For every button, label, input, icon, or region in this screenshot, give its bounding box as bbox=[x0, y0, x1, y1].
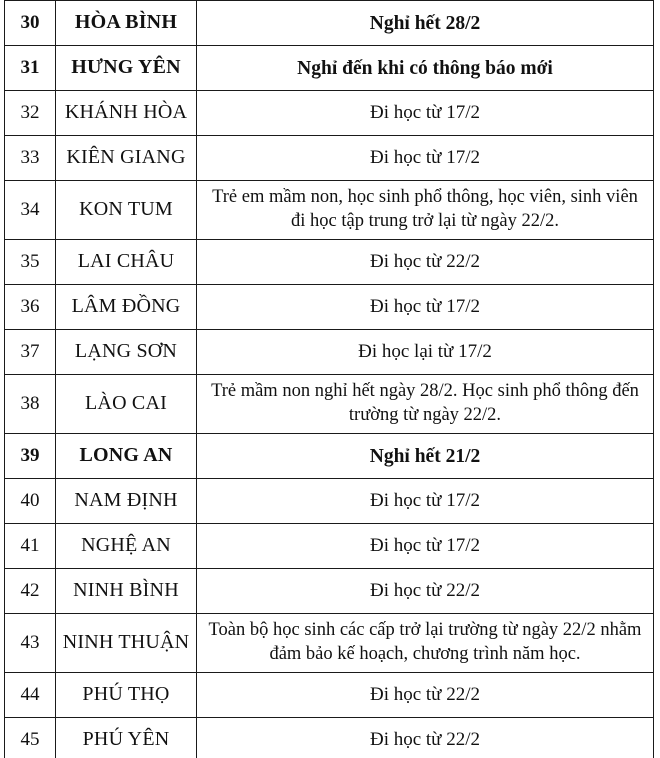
schedule-note-cell bbox=[197, 718, 654, 758]
row-number-cell: 34 bbox=[5, 181, 56, 240]
province-name-cell: PHÚ YÊN bbox=[56, 718, 197, 758]
schedule-note-cell bbox=[197, 1, 654, 46]
table-row bbox=[5, 434, 654, 479]
schedule-note-line: đảm bảo kế hoạch, chương trình năm học. bbox=[269, 644, 581, 664]
table-row bbox=[5, 614, 654, 673]
row-number-cell: 45 bbox=[5, 718, 56, 758]
table-row bbox=[5, 181, 654, 240]
table-row bbox=[5, 240, 654, 285]
school-schedule-table bbox=[4, 0, 654, 758]
table-row bbox=[5, 1, 654, 46]
schedule-note-line: Nghỉ đến khi có thông báo mới bbox=[297, 57, 553, 79]
province-name-cell: HƯNG YÊN bbox=[56, 46, 197, 91]
table-row bbox=[5, 136, 654, 181]
schedule-note-cell bbox=[197, 375, 654, 434]
province-name-cell: KON TUM bbox=[56, 181, 197, 240]
schedule-note-line: Đi học từ 17/2 bbox=[369, 146, 481, 168]
schedule-note-line: Nghỉ hết 28/2 bbox=[369, 12, 481, 34]
table-row bbox=[5, 718, 654, 758]
province-name-cell: LONG AN bbox=[56, 434, 197, 479]
table-row bbox=[5, 479, 654, 524]
row-number-cell: 42 bbox=[5, 569, 56, 614]
province-name-cell: LẠNG SƠN bbox=[56, 330, 197, 375]
province-name-cell: PHÚ THỌ bbox=[56, 673, 197, 718]
schedule-note-cell bbox=[197, 285, 654, 330]
schedule-note-line: Đi học từ 22/2 bbox=[369, 579, 481, 601]
schedule-note-cell bbox=[197, 569, 654, 614]
schedule-note-cell bbox=[197, 330, 654, 375]
row-number-cell: 39 bbox=[5, 434, 56, 479]
schedule-note-line: Đi học từ 17/2 bbox=[369, 489, 481, 511]
schedule-note-cell bbox=[197, 240, 654, 285]
row-number-cell: 44 bbox=[5, 673, 56, 718]
schedule-note-cell bbox=[197, 46, 654, 91]
schedule-note-line: Toàn bộ học sinh các cấp trở lại trường từ ngày 22/2 nhằm bbox=[208, 620, 642, 641]
schedule-note-line: Đi học từ 17/2 bbox=[369, 101, 481, 123]
schedule-note-line: Đi học từ 17/2 bbox=[369, 295, 481, 317]
schedule-note-line: Nghỉ hết 21/2 bbox=[369, 445, 481, 467]
schedule-note-cell bbox=[197, 181, 654, 240]
row-number-cell: 37 bbox=[5, 330, 56, 375]
schedule-note-cell bbox=[197, 614, 654, 673]
table-row bbox=[5, 569, 654, 614]
province-name-cell: KHÁNH HÒA bbox=[56, 91, 197, 136]
province-name-cell: LÀO CAI bbox=[56, 375, 197, 434]
schedule-note-line: Đi học từ 17/2 bbox=[369, 534, 481, 556]
schedule-note-line: Đi học lại từ 17/2 bbox=[358, 340, 492, 362]
table-row bbox=[5, 91, 654, 136]
province-name-cell: NINH THUẬN bbox=[56, 614, 197, 673]
row-number-cell: 38 bbox=[5, 375, 56, 434]
province-name-cell: NGHỆ AN bbox=[56, 524, 197, 569]
schedule-note-cell bbox=[197, 434, 654, 479]
schedule-note-line: Đi học từ 22/2 bbox=[369, 250, 481, 272]
table-row bbox=[5, 285, 654, 330]
schedule-note-line: trường từ ngày 22/2. bbox=[348, 405, 502, 425]
table-row bbox=[5, 46, 654, 91]
table-row bbox=[5, 673, 654, 718]
row-number-cell: 33 bbox=[5, 136, 56, 181]
table-row bbox=[5, 375, 654, 434]
province-name-cell: KIÊN GIANG bbox=[56, 136, 197, 181]
province-name-cell: LÂM ĐỒNG bbox=[56, 285, 197, 330]
schedule-note-line: Trẻ mầm non nghỉ hết ngày 28/2. Học sinh phổ thông đến bbox=[211, 381, 639, 402]
row-number-cell: 30 bbox=[5, 1, 56, 46]
row-number-cell: 31 bbox=[5, 46, 56, 91]
row-number-cell: 36 bbox=[5, 285, 56, 330]
row-number-cell: 43 bbox=[5, 614, 56, 673]
schedule-note-line: Đi học từ 22/2 bbox=[369, 683, 481, 705]
table-body bbox=[5, 0, 654, 758]
table-row bbox=[5, 330, 654, 375]
row-number-cell: 32 bbox=[5, 91, 56, 136]
row-number-cell: 40 bbox=[5, 479, 56, 524]
schedule-note-cell bbox=[197, 479, 654, 524]
row-number-cell: 41 bbox=[5, 524, 56, 569]
schedule-note-cell bbox=[197, 673, 654, 718]
province-name-cell: NINH BÌNH bbox=[56, 569, 197, 614]
schedule-note-cell bbox=[197, 136, 654, 181]
schedule-note-cell bbox=[197, 91, 654, 136]
province-name-cell: NAM ĐỊNH bbox=[56, 479, 197, 524]
schedule-note-line: đi học tập trung trở lại từ ngày 22/2. bbox=[291, 211, 559, 231]
schedule-note-line: Trẻ em mầm non, học sinh phổ thông, học viên, sinh viên bbox=[212, 187, 638, 208]
schedule-note-cell bbox=[197, 524, 654, 569]
province-name-cell: HÒA BÌNH bbox=[56, 1, 197, 46]
table-row bbox=[5, 524, 654, 569]
schedule-note-line: Đi học từ 22/2 bbox=[369, 728, 481, 750]
row-number-cell: 35 bbox=[5, 240, 56, 285]
province-name-cell: LAI CHÂU bbox=[56, 240, 197, 285]
